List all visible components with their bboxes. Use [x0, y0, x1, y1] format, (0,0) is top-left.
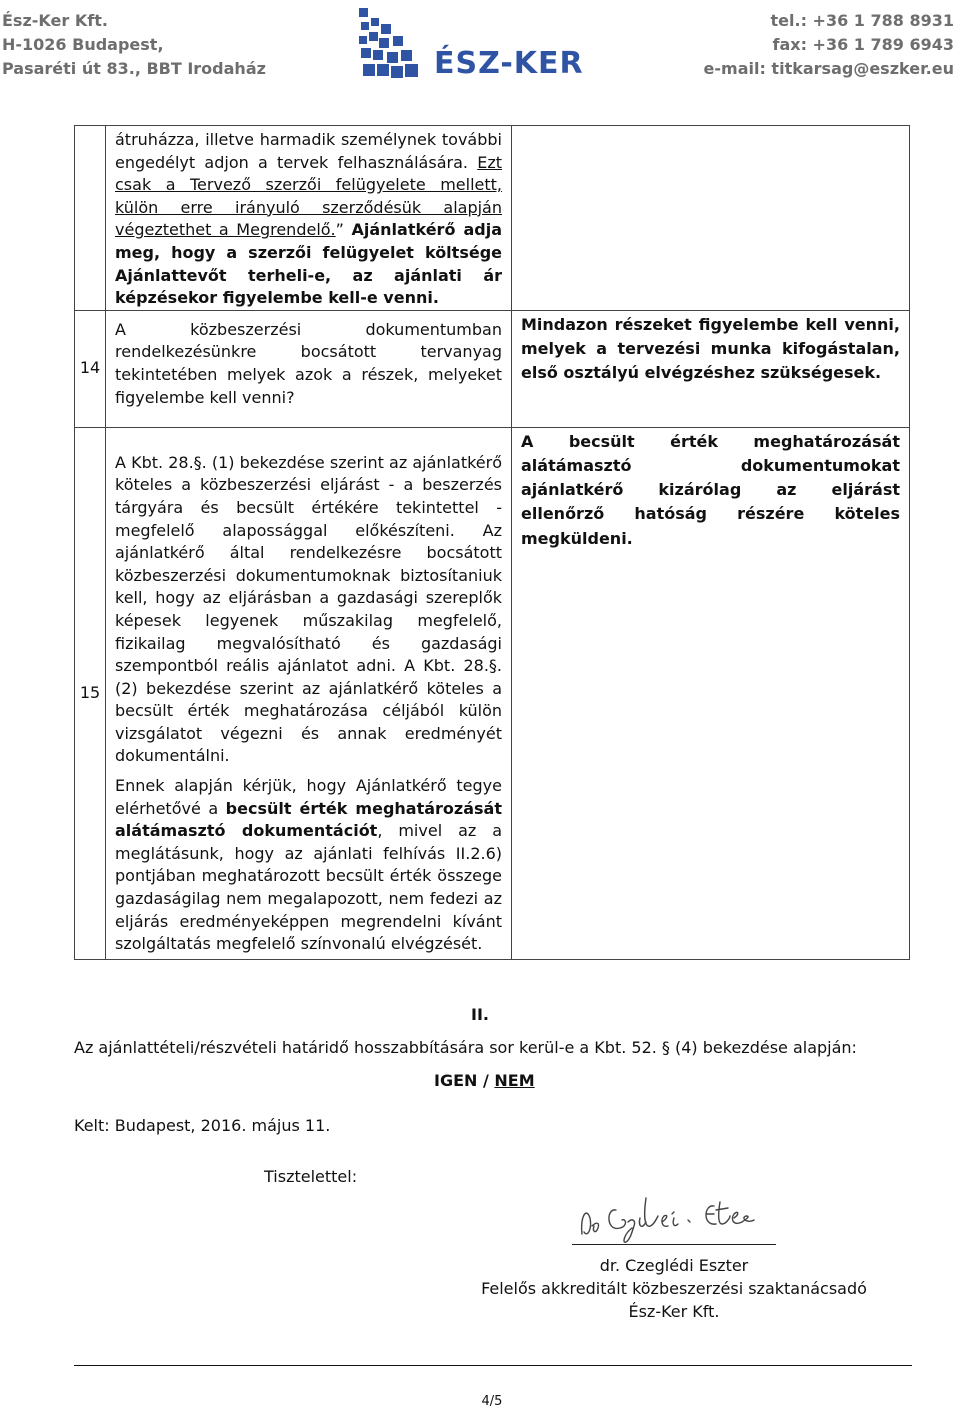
- answer-cell: [512, 126, 910, 311]
- signer-block: [474, 1254, 874, 1323]
- greeting: Tisztelettel:: [264, 1167, 358, 1186]
- question-cell: [106, 126, 512, 311]
- row-number: 14: [75, 310, 106, 427]
- date-line: Kelt: Budapest, 2016. május 11.: [74, 1116, 331, 1135]
- question-quote: Ezt csak a Tervező szerzői felügyelete mellett, külön erre irányuló szerződésük alapján végeztethet a Megrendelő.: [115, 152, 502, 240]
- yes-option: IGEN: [434, 1071, 478, 1090]
- question-cell: [106, 427, 512, 959]
- contact-block: [704, 9, 954, 81]
- address-line-1: H-1026 Budapest,: [2, 35, 164, 54]
- logo-wordmark: ÉSZ-KER: [434, 46, 584, 81]
- question-emphasis: Ajánlatkérő adja meg, hogy a szerzői felügyelet költsége Ajánlattevőt terheli-e, az ajánlati ár képzésekor figyelembe kell-e venni.: [115, 220, 503, 308]
- signer-title: Felelős akkreditált közbeszerzési szaktanácsadó: [481, 1279, 867, 1298]
- phone: tel.: +36 1 788 8931: [770, 11, 954, 30]
- question-text: Ennek alapján kérjük, hogy Ajánlatkérő tegye elérhetővé a: [115, 776, 502, 818]
- signature-line: [572, 1244, 776, 1245]
- row-number: 15: [75, 427, 106, 959]
- email: e-mail: titkarsag@eszker.eu: [703, 59, 954, 78]
- no-option-selected: NEM: [494, 1071, 535, 1090]
- table-row: [75, 126, 910, 311]
- yes-no-separator: /: [477, 1071, 495, 1090]
- footer-rule: [74, 1365, 912, 1366]
- company-name: Ész-Ker Kft.: [2, 11, 108, 30]
- handwritten-signature: [576, 1188, 776, 1244]
- company-address-block: [2, 9, 266, 81]
- answer-cell: A becsült érték meghatározását alátámasztó dokumentumokat ajánlatkérő kizárólag az eljárást ellenőrző hatóság részére köteles megküldeni.: [512, 427, 910, 959]
- question-paragraph-1: A Kbt. 28.§. (1) bekezdése szerint az ajánlatkérő köteles a közbeszerzési eljárást - a beszerzés tárgyára és becsült értékére tekintettel - megfelelő alapossággal előkészíteni. Az ajánlatkérő által rendelkezésre bocsátott közbeszerzési dokumentumoknak biztosítaniuk kell, hogy az eljárásban a gazdasági szereplők képesek legyenek műszakilag megfelelő, fizikailag megvalósítható és gazdasági szempontból reális ajánlatot adni. A Kbt. 28.§. (2) bekezdése szerint az ajánlatkérő köteles a becsült érték meghatározása céljából külön vizsgálatot végezni és annak eredményét dokumentálni.: [115, 452, 502, 766]
- yes-no-answer: [434, 1071, 535, 1090]
- address-line-2: Pasaréti út 83., BBT Irodaház: [2, 59, 266, 78]
- table-row: [75, 427, 910, 959]
- page-number: 4/5: [481, 1394, 503, 1409]
- deadline-question: Az ajánlattételi/részvételi határidő hosszabbítására sor kerül-e a Kbt. 52. § (4) bekezdése alapján:: [74, 1038, 857, 1057]
- question-paragraph-2: [115, 775, 502, 956]
- question-text: , mivel az a meglátásunk, hogy az ajánlati felhívás II.2.6) pontjában meghatározott becsült érték összege gazdaságilag nem megalapozott, nem fedezi az eljárás eredményeképpen megrendelni kívánt szolgáltatás megfelelő színvonalú elvégzését.: [115, 821, 502, 954]
- table-row: [75, 310, 910, 427]
- question-text: átruházza, illetve harmadik személynek további engedélyt adjon a tervek felhasználására.: [115, 130, 502, 172]
- answer-cell: Mindazon részeket figyelembe kell venni, melyek a tervezési munka kifogástalan, első osztályú elvégzéshez szükségesek.: [512, 310, 910, 427]
- signer-company: Ész-Ker Kft.: [628, 1302, 720, 1321]
- quote-mark: ”: [335, 220, 352, 240]
- question-cell: A közbeszerzési dokumentumban rendelkezésünkre bocsátott tervanyag tekintetében melyek azok a részek, melyeket figyelembe kell venni?: [106, 310, 512, 427]
- signer-name: dr. Czeglédi Eszter: [599, 1256, 749, 1275]
- row-number: [75, 126, 106, 311]
- qa-table: [74, 125, 910, 960]
- question-emphasis: becsült érték meghatározását alátámasztó dokumentációt: [115, 798, 502, 841]
- section-title: II.: [471, 1005, 489, 1024]
- fax: fax: +36 1 789 6943: [772, 35, 954, 54]
